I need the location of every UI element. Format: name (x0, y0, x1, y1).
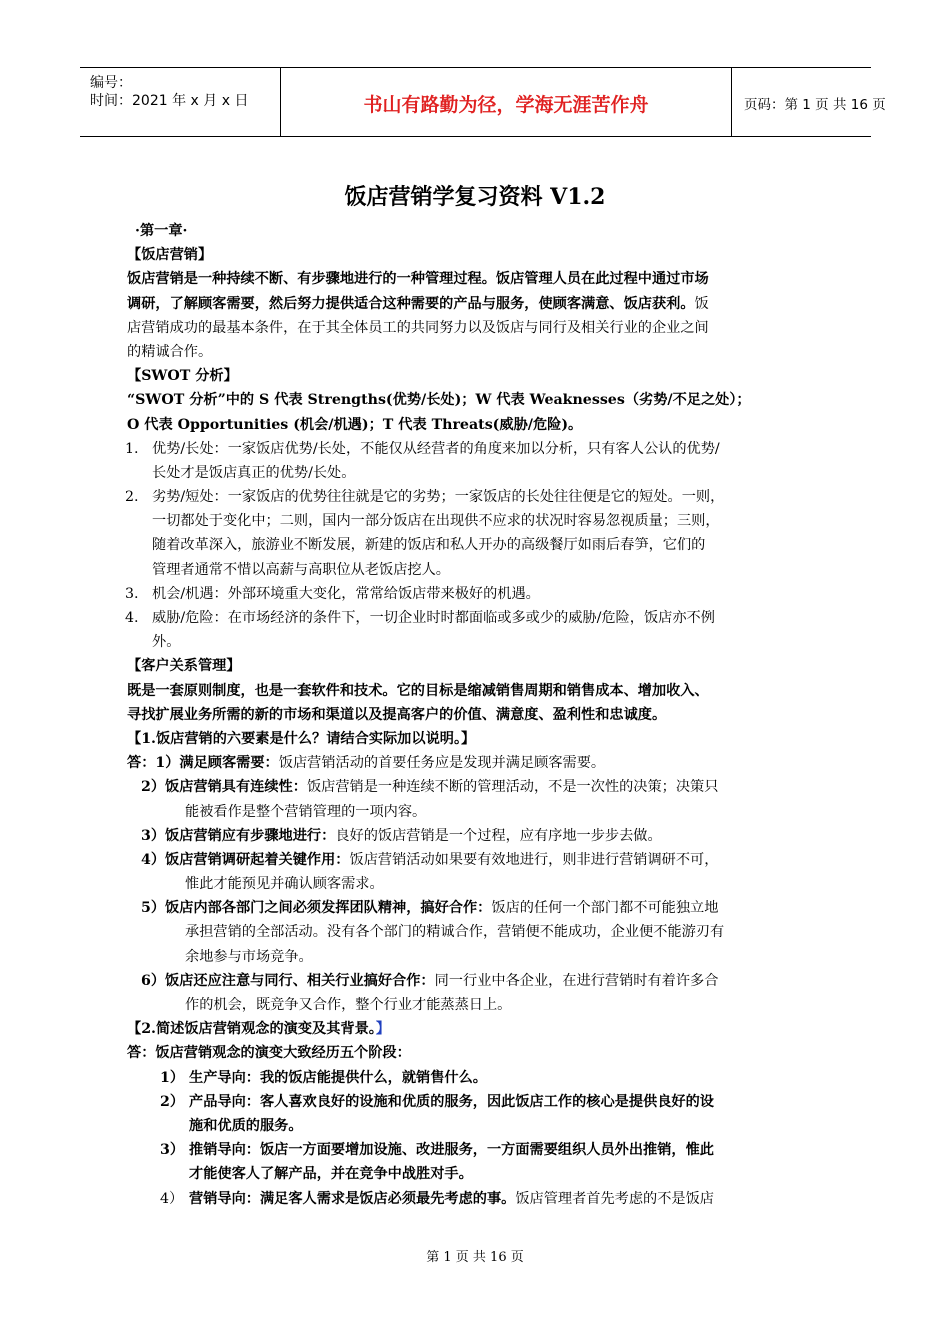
list-text: 才能使客人了解产品，并在竞争中战胜对手。 (189, 1166, 473, 1183)
question-heading: 【1.饭店营销的六要素是什么？请结合实际加以说明。】 (127, 730, 476, 747)
section-heading: 【SWOT 分析】 (127, 368, 238, 385)
answer-point-title: 答：1）满足顾客需要： (127, 755, 279, 772)
paragraph-line: 饭店营销是一种持续不断、有步骤地进行的一种管理过程。饭店管理人员在此过程中通过市场 (127, 271, 709, 288)
list-number: 4. (125, 610, 139, 626)
list-text: 生产导向：我的饭店能提供什么，就销售什么。 (189, 1069, 487, 1086)
document-body (127, 219, 827, 1211)
list-text: 外。 (152, 634, 181, 651)
list-text: 机会/机遇：外部环境重大变化，常常给饭店带来极好的机遇。 (152, 585, 540, 602)
answer-point-title: 2）饭店营销具有连续性： (141, 779, 307, 796)
list-text: 长处才是饭店真正的优势/长处。 (152, 464, 356, 481)
answer-point-title: 6）饭店还应注意与同行、相关行业搞好合作： (141, 972, 435, 989)
paragraph-line: 店营销成功的最基本条件，在于其全体员工的共同努力以及饭店与同行及相关行业的企业之间 (127, 319, 709, 336)
list-text: 产品导向：客人喜欢良好的设施和优质的服务，因此饭店工作的核心是提供良好的设 (189, 1093, 714, 1110)
header-motto-cell (280, 68, 732, 136)
list-text: 营销导向：满足客人需求是饭店必须最先考虑的事。 (189, 1190, 516, 1207)
doc-time-label: 时间：2021 年 x 月 x 日 (90, 93, 249, 109)
answer-point-text: 饭店营销活动如果要有效地进行，则非进行营销调研不可， (349, 851, 719, 868)
list-text: 优势/长处：一家饭店优势/长处，不能仅从经营者的角度来加以分析，只有客人公认的优势/ (152, 440, 720, 457)
header-page-cell (732, 68, 886, 136)
answer-point-text: 作的机会，既竞争又合作，整个行业才能蒸蒸日上。 (185, 997, 512, 1013)
list-number: 4） (160, 1190, 184, 1207)
document-title: 饭店营销学复习资料 V1.2 (344, 184, 606, 210)
paragraph-line: 寻找扩展业务所需的新的市场和渠道以及提高客户的价值、满意度、盈利性和忠诚度。 (127, 706, 667, 723)
paragraph-text: 饭 (694, 295, 709, 312)
page-header (80, 67, 886, 137)
answer-point-text: 饭店营销是一种连续不断的管理活动，不是一次性的决策；决策只 (306, 779, 719, 796)
answer-point-title: 5）饭店内部各部门之间必须发挥团队精神，搞好合作： (141, 900, 492, 917)
answer-point-title: 3）饭店营销应有步骤地进行： (141, 827, 336, 844)
answer-point-title: 4）饭店营销调研起着关键作用： (141, 851, 350, 868)
header-meta-cell (80, 68, 280, 136)
doc-number-label: 编号： (90, 75, 132, 91)
chapter-heading: ·第一章· (135, 223, 188, 239)
list-number: 1） (160, 1069, 185, 1086)
list-text: 推销导向：饭店一方面要增加设施、改进服务，一方面需要组织人员外出推销，惟此 (189, 1142, 714, 1159)
list-number: 2） (160, 1093, 185, 1110)
list-number: 2. (125, 489, 139, 506)
answer-point-text: 饭店营销活动的首要任务应是发现并满足顾客需要。 (278, 755, 606, 772)
paragraph-line: O 代表 Opportunities (机会/机遇)；T 代表 Threats(威胁/危险)。 (127, 416, 583, 433)
section-heading: 【饭店营销】 (127, 247, 213, 264)
list-text: 劣势/短处：一家饭店的优势往往就是它的劣势；一家饭店的长处往往便是它的短处。一则， (152, 489, 725, 506)
answer-point-text: 饭店的任何一个部门都不可能独立地 (491, 900, 719, 917)
list-text: 随着改革深入，旅游业不断发展，新建的饭店和私人开办的高级餐厅如雨后春笋，它们的 (152, 537, 706, 554)
answer-point-text: 良好的饭店营销是一个过程，应有序地一步步去做。 (335, 827, 662, 844)
list-number: 1. (125, 440, 139, 457)
header-page-info: 页码：第 1 页 共 16 页 (744, 97, 886, 113)
answer-point-text: 同一行业中各企业，在进行营销时有着许多合 (434, 972, 719, 989)
header-motto: 书山有路勤为径，学海无涯苦作舟 (363, 94, 649, 116)
list-text: 饭店管理者首先考虑的不是饭店 (515, 1190, 714, 1207)
list-number: 3. (125, 585, 139, 602)
question-heading: 【2.简述饭店营销观念的演变及其背景。 (127, 1021, 376, 1038)
section-heading: 【客户关系管理】 (127, 658, 241, 675)
answer-intro: 答：饭店营销观念的演变大致经历五个阶段： (127, 1045, 411, 1062)
list-text: 施和优质的服务。 (189, 1117, 303, 1134)
list-text: 一切都处于变化中；二则，国内一部分饭店在出现供不应求的状况时容易忽视质量；三则， (152, 513, 720, 530)
answer-point-text: 余地参与市场竞争。 (185, 948, 313, 965)
answer-point-text: 惟此才能预见并确认顾客需求。 (185, 876, 384, 893)
answer-point-text: 承担营销的全部活动。没有各个部门的精诚合作，营销便不能成功，企业便不能游刃有 (185, 924, 725, 941)
list-number: 3） (160, 1142, 185, 1159)
paragraph-line: 既是一套原则制度，也是一套软件和技术。它的目标是缩减销售周期和销售成本、增加收入、 (127, 682, 709, 699)
list-text: 管理者通常不惜以高薪与高职位从老饭店挖人。 (152, 561, 450, 578)
paragraph-text: 调研，了解顾客需要，然后努力提供适合这种需要的产品与服务，使顾客满意、饭店获利。 (127, 295, 695, 312)
answer-point-text: 能被看作是整个营销管理的一项内容。 (185, 803, 427, 820)
list-text: 威胁/危险：在市场经济的条件下，一切企业时时都面临或多或少的威胁/危险，饭店亦不例 (152, 610, 715, 626)
paragraph-line: 的精诚合作。 (127, 343, 213, 360)
paragraph-line: “SWOT 分析”中的 S 代表 Strengths(优势/长处)；W 代表 Weaknesses（劣势/不足之处）； (127, 392, 751, 409)
page-footer: 第 1 页 共 16 页 (426, 1250, 524, 1265)
question-heading-bracket: 】 (375, 1021, 391, 1038)
